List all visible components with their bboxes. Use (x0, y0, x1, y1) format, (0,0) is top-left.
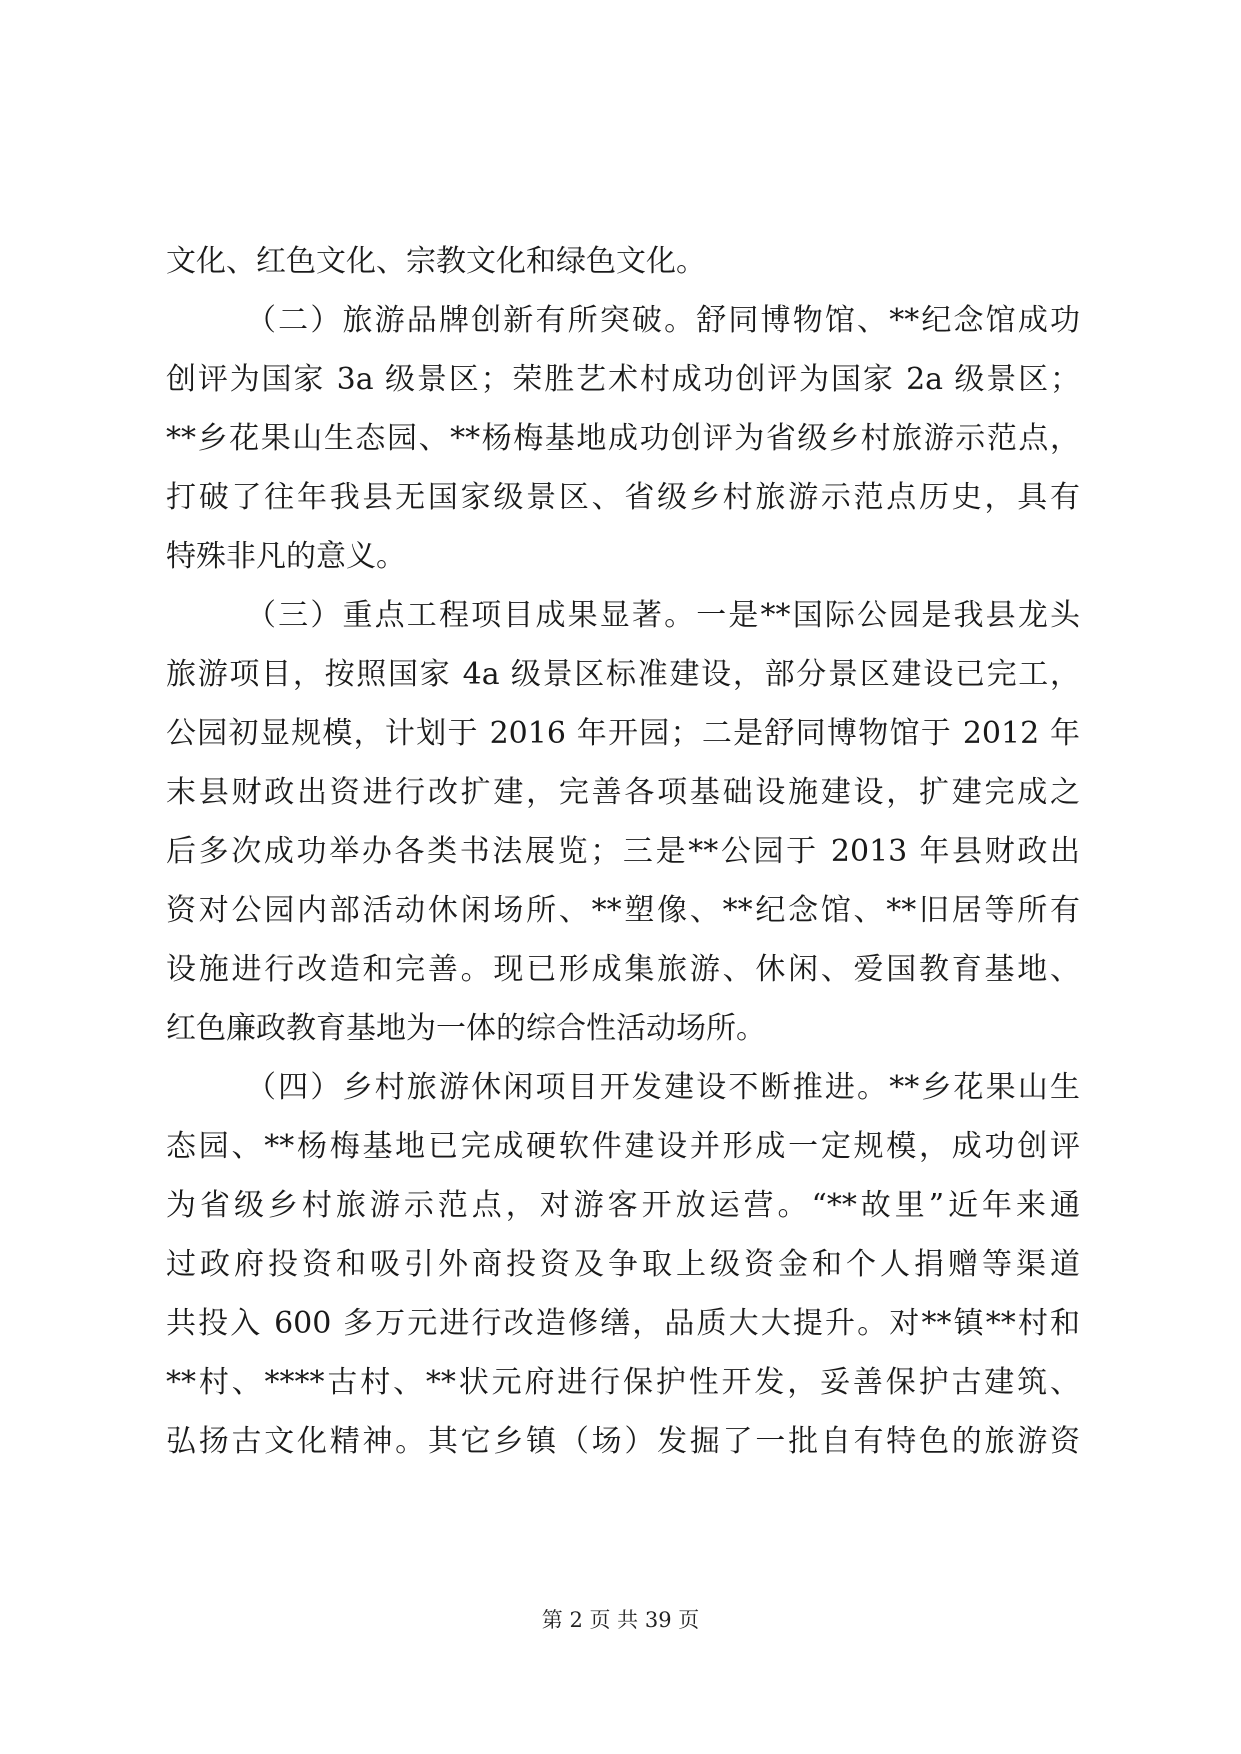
text-line: **乡花果山生态园、**杨梅基地成功创评为省级乡村旅游示范点， (166, 421, 1080, 456)
paragraph-rural-tourism (166, 1058, 1080, 1471)
text-line: 文化、红色文化、宗教文化和绿色文化。 (166, 244, 706, 279)
text-line: 旅游项目，按照国家 4a 级景区标准建设，部分景区建设已完工， (166, 657, 1080, 692)
paragraph-brand-innovation (166, 291, 1080, 586)
page-footer (0, 1604, 1241, 1634)
text-line: 红色廉政教育基地为一体的综合性活动场所。 (166, 1011, 766, 1046)
text-line: （四）乡村旅游休闲项目开发建设不断推进。**乡花果山生 (246, 1070, 1080, 1105)
text-line: 弘扬古文化精神。其它乡镇（场）发掘了一批自有特色的旅游资 (166, 1424, 1080, 1459)
text-line: 态园、**杨梅基地已完成硬软件建设并形成一定规模，成功创评 (166, 1129, 1080, 1164)
text-line: 创评为国家 3a 级景区；荣胜艺术村成功创评为国家 2a 级景区； (166, 362, 1080, 397)
paragraph-continuation (166, 232, 1080, 291)
text-line: **村、****古村、**状元府进行保护性开发，妥善保护古建筑、 (166, 1365, 1080, 1400)
text-line: 为省级乡村旅游示范点，对游客开放运营。“**故里”近年来通 (166, 1188, 1080, 1223)
page-number-label: 第 2 页 共 39 页 (541, 1608, 700, 1632)
text-line: 过政府投资和吸引外商投资及争取上级资金和个人捐赠等渠道 (166, 1247, 1080, 1282)
paragraph-key-projects (166, 586, 1080, 1058)
text-line: 末县财政出资进行改扩建，完善各项基础设施建设，扩建完成之 (166, 775, 1080, 810)
text-line: 打破了往年我县无国家级景区、省级乡村旅游示范点历史，具有 (166, 480, 1080, 515)
text-line: 共投入 600 多万元进行改造修缮，品质大大提升。对**镇**村和 (166, 1306, 1080, 1341)
text-line: 资对公园内部活动休闲场所、**塑像、**纪念馆、**旧居等所有 (166, 893, 1080, 928)
text-line: （二）旅游品牌创新有所突破。舒同博物馆、**纪念馆成功 (246, 303, 1080, 338)
text-line: 后多次成功举办各类书法展览；三是**公园于 2013 年县财政出 (166, 834, 1080, 869)
document-body (166, 232, 1080, 1471)
text-line: 设施进行改造和完善。现已形成集旅游、休闲、爱国教育基地、 (166, 952, 1080, 987)
text-line: 特殊非凡的意义。 (166, 539, 406, 574)
text-line: （三）重点工程项目成果显著。一是**国际公园是我县龙头 (246, 598, 1080, 633)
text-line: 公园初显规模，计划于 2016 年开园；二是舒同博物馆于 2012 年 (166, 716, 1080, 751)
